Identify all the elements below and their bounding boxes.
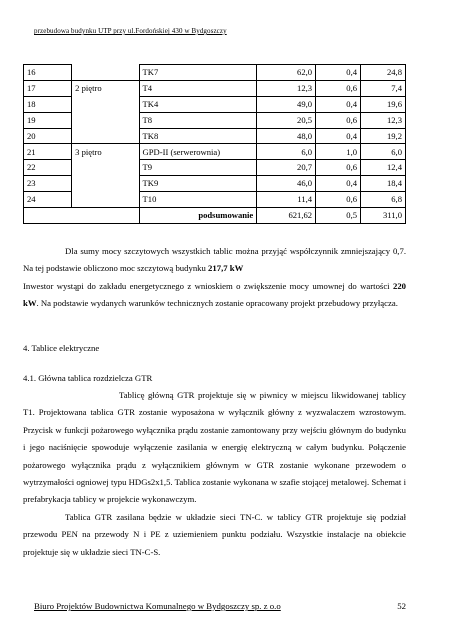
table-row bbox=[24, 96, 406, 112]
summary-power: 621,62 bbox=[257, 208, 316, 224]
panel-name: TK8 bbox=[139, 128, 257, 144]
installed-power: 11,4 bbox=[257, 192, 316, 208]
summary-result: 311,0 bbox=[361, 208, 406, 224]
row-number: 24 bbox=[24, 192, 72, 208]
peak-power: 19,6 bbox=[361, 96, 406, 112]
row-number: 21 bbox=[24, 144, 72, 160]
panel-name: T4 bbox=[139, 80, 257, 96]
floor bbox=[72, 96, 139, 112]
table-row bbox=[24, 65, 406, 81]
peak-power: 7,4 bbox=[361, 80, 406, 96]
installed-power: 6,0 bbox=[257, 144, 316, 160]
panel-name: T9 bbox=[139, 160, 257, 176]
installed-power: 48,0 bbox=[257, 128, 316, 144]
table-row bbox=[24, 128, 406, 144]
row-number: 19 bbox=[24, 112, 72, 128]
peak-power: 24,8 bbox=[361, 65, 406, 81]
floor: 3 piętro bbox=[72, 144, 139, 160]
floor bbox=[72, 192, 139, 208]
installed-power: 49,0 bbox=[257, 96, 316, 112]
floor bbox=[72, 112, 139, 128]
table-row bbox=[24, 160, 406, 176]
row-number: 23 bbox=[24, 176, 72, 192]
floor bbox=[72, 65, 139, 81]
table-row bbox=[24, 112, 406, 128]
installed-power: 12,3 bbox=[257, 80, 316, 96]
table-row bbox=[24, 192, 406, 208]
row-number: 17 bbox=[24, 80, 72, 96]
installed-power: 46,0 bbox=[257, 176, 316, 192]
paragraph-peak-power: Dla sumy mocy szczytowych wszystkich tablic można przyjąć współczynnik zmniejszający 0,7. Na tej podstawie obliczono moc szczytową budynku 217,7 kW bbox=[23, 246, 406, 274]
peak-power: 18,4 bbox=[361, 176, 406, 192]
floor bbox=[72, 176, 139, 192]
table-row bbox=[24, 144, 406, 160]
page-header: przebudowa budynku UTP przy ul.Fordońskiej 430 w Bydgoszczy bbox=[34, 27, 227, 35]
installed-power: 20,5 bbox=[257, 112, 316, 128]
factor: 0,6 bbox=[316, 160, 361, 176]
footer-company: Biuro Projektów Budownictwa Komunalnego w Bydgoszczy sp. z o.o bbox=[34, 601, 281, 611]
factor: 0,4 bbox=[316, 176, 361, 192]
page-footer bbox=[34, 601, 406, 611]
summary-factor: 0,5 bbox=[316, 208, 361, 224]
panel-name: TK9 bbox=[139, 176, 257, 192]
factor: 0,6 bbox=[316, 80, 361, 96]
peak-power: 6,8 bbox=[361, 192, 406, 208]
panel-name: TK4 bbox=[139, 96, 257, 112]
factor: 0,4 bbox=[316, 96, 361, 112]
installed-power: 62,0 bbox=[257, 65, 316, 81]
row-number: 18 bbox=[24, 96, 72, 112]
floor bbox=[72, 160, 139, 176]
installed-power: 20,7 bbox=[257, 160, 316, 176]
row-number: 16 bbox=[24, 65, 72, 81]
paragraph-gtr-description: Tablicę główną GTR projektuje się w piwnicy w miejscu likwidowanej tablicy T1. Projektowana tablica GTR zostanie wyposażona w wyłącznik główny z wyzwalaczem wzrostowym. Przycisk w funkcji pożarowego wyłącznika prądu zostanie zamontowany przy wejściu głównym do budynku i jego naciśnięcie spowoduje wyłączenie zasilania w energię elektryczną w całym budynku. Połączenie pożarowego wyłącznika prądu z wyłącznikiem głównym w GTR zostanie wykonane przewodem o wytrzymałości ogniowej typu HDGs2x1,5. Tablica zostanie wykonana w szafie stojącej metalowej. Schemat i prefabrykacja tablicy w projekcie wykonawczym. bbox=[23, 390, 406, 505]
table-row bbox=[24, 80, 406, 96]
table-row bbox=[24, 176, 406, 192]
floor bbox=[72, 128, 139, 144]
paragraph-investor: Inwestor wystąpi do zakładu energetycznego z wnioskiem o zwiększenie mocy umownej do wartości 220 kW. Na podstawie wydanych warunków technicznych zostanie opracowany projekt przebudowy przyłącza. bbox=[23, 280, 406, 309]
factor: 0,6 bbox=[316, 192, 361, 208]
section-4-1-heading: 4.1. Główna tablica rozdzielcza GTR bbox=[23, 373, 153, 383]
peak-power: 19,2 bbox=[361, 128, 406, 144]
panel-name: TK7 bbox=[139, 65, 257, 81]
page-number: 52 bbox=[397, 601, 406, 611]
summary-row bbox=[24, 208, 406, 224]
summary-text bbox=[23, 243, 406, 313]
factor: 0,4 bbox=[316, 128, 361, 144]
peak-power: 12,4 bbox=[361, 160, 406, 176]
factor: 0,6 bbox=[316, 112, 361, 128]
peak-power: 12,3 bbox=[361, 112, 406, 128]
peak-power: 6,0 bbox=[361, 144, 406, 160]
factor: 1,0 bbox=[316, 144, 361, 160]
section-4-heading: 4. Tablice elektryczne bbox=[23, 343, 100, 353]
paragraph-gtr-network: Tablica GTR zasilana będzie w układzie sieci TN-C. w tablicy GTR projektuje się podział przewodu PEN na przewody N i PE z uziemieniem punktu podziału. Wszystkie instalacje na obiekcie projektuje się w układzie sieci TN-C-S. bbox=[23, 511, 406, 557]
panel-name: T10 bbox=[139, 192, 257, 208]
row-number: 22 bbox=[24, 160, 72, 176]
panel-name: GPD-II (serwerownia) bbox=[139, 144, 257, 160]
row-number: 20 bbox=[24, 128, 72, 144]
section-4-1-body bbox=[23, 387, 406, 561]
summary-label: podsumowanie bbox=[139, 208, 257, 224]
summary-spacer bbox=[24, 208, 140, 224]
floor: 2 piętro bbox=[72, 80, 139, 96]
power-table bbox=[23, 64, 406, 224]
panel-name: T8 bbox=[139, 112, 257, 128]
factor: 0,4 bbox=[316, 65, 361, 81]
